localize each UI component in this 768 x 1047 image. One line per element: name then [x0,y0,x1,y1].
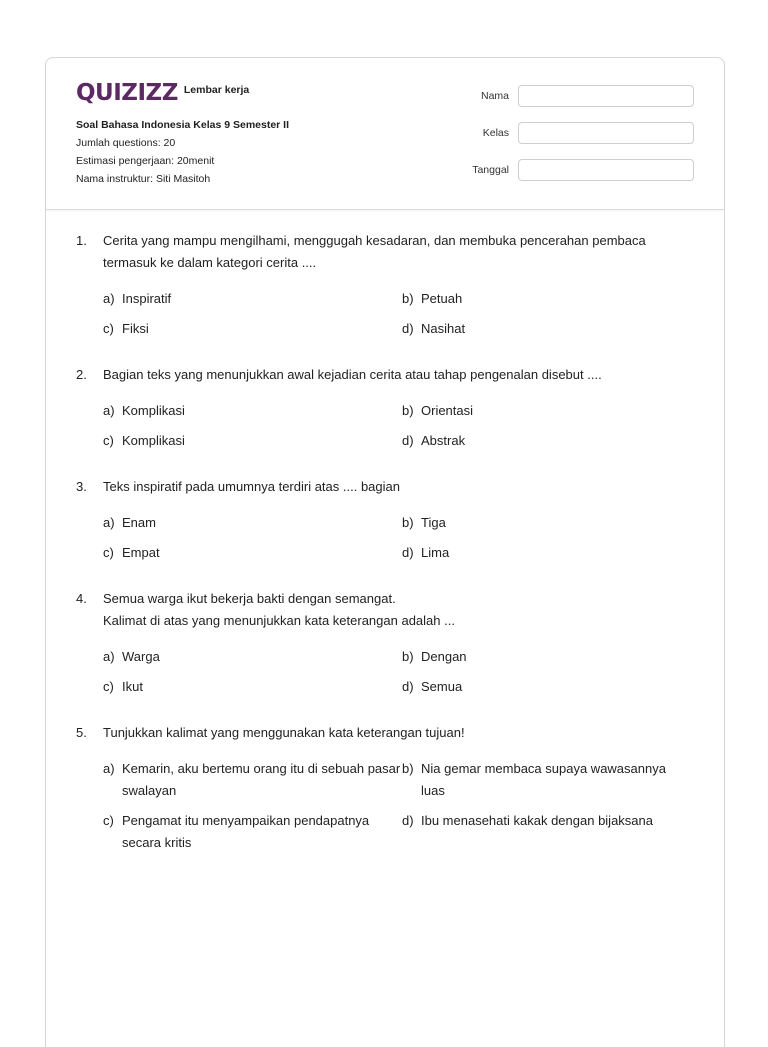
question-stem [76,364,686,386]
class-label: Kelas [482,127,509,139]
name-label: Nama [480,90,509,102]
question-text [103,722,686,744]
date-label: Tanggal [472,164,509,176]
option-letter: d) [402,321,414,336]
option-letter: b) [402,649,414,664]
question-text [103,230,686,274]
answer-option [402,758,692,802]
question-item [76,230,686,340]
answer-option [402,400,692,422]
name-field-row [472,85,694,107]
class-field-row [472,122,694,144]
worksheet-label: Lembar kerja [183,84,250,96]
answer-option [103,758,402,802]
answer-option [402,512,692,534]
answer-option [103,318,402,340]
option-text: Ibu menasehati kakak dengan bijaksana [421,813,653,828]
question-number: 3. [76,479,87,494]
option-text: Lima [421,545,450,560]
answer-option [103,676,402,698]
answer-option [103,400,402,422]
option-letter: c) [103,679,114,694]
option-text: Petuah [421,291,463,306]
option-letter: b) [402,761,414,776]
option-letter: b) [402,403,414,418]
option-text: Empat [122,545,160,560]
question-text-line: Semua warga ikut bekerja bakti dengan semangat. [103,591,396,606]
question-stem [76,230,686,274]
answer-option [103,430,402,452]
answer-option [402,810,692,854]
answer-options [103,758,686,854]
answer-option [402,646,692,668]
option-letter: d) [402,813,414,828]
answer-option [402,542,692,564]
question-text-line: termasuk ke dalam kategori cerita .... [103,255,317,270]
option-text: Nia gemar membaca supaya wawasannya luas [421,761,666,798]
answer-options [103,646,686,698]
instructor-name: Nama instruktur: Siti Masitoh [76,173,211,185]
question-item [76,476,686,564]
question-text-line: Bagian teks yang menunjukkan awal kejadian cerita atau tahap pengenalan disebut .... [103,367,602,382]
option-text: Komplikasi [122,403,185,418]
option-letter: a) [103,761,115,776]
question-count: Jumlah questions: 20 [76,137,176,149]
date-field-row [472,159,694,181]
question-text [103,588,686,632]
answer-option [103,512,402,534]
worksheet-meta [76,116,289,188]
answer-option [402,676,692,698]
answer-options [103,400,686,452]
option-text: Komplikasi [122,433,185,448]
worksheet-title: Soal Bahasa Indonesia Kelas 9 Semester II [76,119,290,131]
question-item [76,588,686,698]
option-letter: d) [402,545,414,560]
option-letter: c) [103,321,114,336]
question-number: 4. [76,591,87,606]
time-estimate: Estimasi pengerjaan: 20menit [76,155,215,167]
option-text: Enam [122,515,156,530]
question-list [76,230,686,878]
date-field[interactable] [518,159,694,181]
option-letter: d) [402,433,414,448]
student-fields [472,85,694,196]
answer-option [103,288,402,310]
answer-option [402,288,692,310]
option-letter: b) [402,291,414,306]
question-item [76,364,686,452]
answer-options [103,288,686,340]
brand [76,80,249,106]
option-letter: b) [402,515,414,530]
option-text: Ikut [122,679,143,694]
class-field[interactable] [518,122,694,144]
question-number: 1. [76,233,87,248]
option-letter: c) [103,545,114,560]
question-stem [76,476,686,498]
question-text-line: Teks inspiratif pada umumnya terdiri atas .... bagian [103,479,400,494]
question-number: 5. [76,725,87,740]
question-stem [76,722,686,744]
option-text: Orientasi [421,403,474,418]
option-letter: a) [103,291,115,306]
worksheet-header [46,58,724,210]
option-text: Semua [421,679,463,694]
question-text [103,476,686,498]
option-text: Abstrak [421,433,466,448]
option-letter: d) [402,679,414,694]
option-text: Fiksi [122,321,149,336]
question-text-line: Tunjukkan kalimat yang menggunakan kata keterangan tujuan! [103,725,465,740]
option-letter: a) [103,649,115,664]
question-number: 2. [76,367,87,382]
option-text: Tiga [421,515,446,530]
answer-option [103,646,402,668]
option-letter: a) [103,515,115,530]
option-text: Nasihat [421,321,466,336]
option-text: Dengan [421,649,467,664]
question-text [103,364,686,386]
quizizz-logo: QUIZIZZ [76,80,178,106]
answer-options [103,512,686,564]
answer-option [103,810,402,854]
question-text-line: Cerita yang mampu mengilhami, menggugah kesadaran, dan membuka pencerahan pembaca [103,233,646,248]
question-stem [76,588,686,632]
question-item [76,722,686,854]
name-field[interactable] [518,85,694,107]
worksheet-page [45,57,725,1047]
option-letter: c) [103,433,114,448]
option-text: Pengamat itu menyampaikan pendapatnya secara kritis [122,813,370,850]
option-letter: c) [103,813,114,828]
option-letter: a) [103,403,115,418]
option-text: Warga [122,649,160,664]
answer-option [402,318,692,340]
answer-option [103,542,402,564]
option-text: Kemarin, aku bertemu orang itu di sebuah pasar swalayan [122,761,401,798]
question-text-line: Kalimat di atas yang menunjukkan kata keterangan adalah ... [103,613,455,628]
answer-option [402,430,692,452]
option-text: Inspiratif [122,291,172,306]
